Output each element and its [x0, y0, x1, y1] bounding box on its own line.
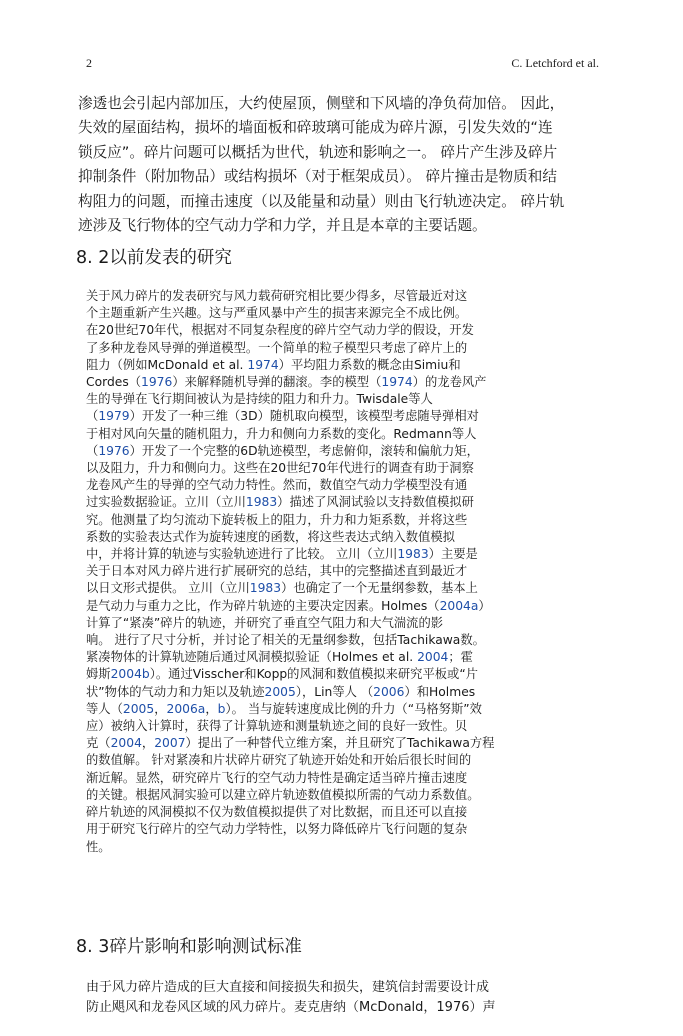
text-line — [86, 735, 646, 752]
citation-link[interactable]: 1976 — [141, 375, 173, 390]
citation-link[interactable]: b — [217, 701, 226, 716]
text-line — [86, 512, 646, 529]
citation-link[interactable]: 1983 — [245, 495, 278, 510]
citation-link[interactable]: 2004 — [417, 650, 449, 665]
text-segment: ），Lin等人 （ — [295, 684, 374, 699]
citation-link[interactable]: 2006a — [166, 701, 206, 716]
text-segment: 究。他测量了均匀流动下旋转板上的阻力，升力和力矩系数，并将这些 — [86, 512, 468, 527]
text-line — [86, 494, 646, 511]
citation-link[interactable]: 1983 — [249, 581, 282, 596]
citation-link[interactable]: 2004 — [110, 736, 142, 751]
text-segment: ）提出了一种替代立维方案，并且研究了Tachikawa方程 — [185, 736, 495, 751]
text-line: 防止飓风和龙卷风区域的风力碎片。麦克唐纳（McDonald，1976）声 — [86, 1000, 496, 1015]
citation-link[interactable]: 2004a — [439, 598, 479, 613]
citation-link[interactable]: 1974 — [381, 375, 413, 390]
text-segment: 渐近解。显然，研究碎片飞行的空气动力特性是确定适当碎片撞击速度 — [86, 770, 468, 785]
text-line — [86, 718, 646, 735]
text-segment: 过实验数据验证。立川（立川 — [86, 495, 246, 510]
text-line — [86, 770, 646, 787]
text-segment: 计算了“紧凑”碎片的轨迹，并研究了垂直空气阻力和大气湍流的影 — [86, 615, 444, 630]
section-heading-8-3: 8. 3碎片影响和影响测试标准 — [76, 937, 302, 957]
text-line — [86, 340, 646, 357]
citation-link[interactable]: 2004b — [110, 667, 150, 682]
text-line — [86, 357, 646, 374]
text-segment: 应）被纳入计算时，获得了计算轨迹和测量轨迹之间的良好一致性。贝 — [86, 719, 468, 734]
text-segment: ， — [154, 701, 167, 716]
page-header — [86, 56, 599, 74]
text-segment: 关于风力碎片的发表研究与风力载荷研究相比要少得多，尽管最近对这 — [86, 289, 468, 303]
text-segment: 了多种龙卷风导弹的弹道模型。一个简单的粒子模型只考虑了碎片上的 — [86, 340, 468, 355]
text-line: 失效的屋面结构，损坏的墙面板和碎玻璃可能成为碎片源，引发失效的“连 — [78, 119, 553, 137]
text-segment: 龙卷风产生的导弹的空气动力特性。然而，数值空气动力学模型没有通 — [86, 478, 468, 493]
text-line — [86, 288, 646, 305]
text-segment: ）主要是 — [428, 547, 478, 562]
text-segment: 碎片轨迹的风洞模拟不仅为数值模拟提供了对比数据，而且还可以直接 — [86, 805, 468, 820]
text-line — [86, 546, 646, 563]
text-segment: 于相对风向矢量的随机阻力，升力和侧向力系数的变化。Redmann等人 — [86, 426, 477, 441]
text-segment: 以日文形式提供。 立川（立川 — [86, 581, 250, 596]
intro-paragraph — [78, 92, 678, 238]
text-segment: ， — [141, 736, 155, 751]
text-segment: ）开发了一个完整的6D轨迹模型，考虑俯仰，滚转和偏航力矩， — [129, 443, 479, 458]
text-segment: 阻力（例如McDonald et al. — [86, 357, 248, 372]
text-line — [86, 701, 646, 718]
text-segment: ）。通过Visscher和Kopp的风洞和数值模拟来研究平板或“片 — [149, 667, 479, 682]
text-segment: 状”物体的气动力和力矩以及轨迹 — [86, 684, 265, 699]
text-segment: 的关键。根据风洞实验可以建立碎片轨迹数值模拟所需的气动力系数值。 — [86, 787, 480, 802]
citation-link[interactable]: 2007 — [154, 736, 186, 751]
citation-link[interactable]: 2005 — [122, 701, 155, 716]
text-line — [86, 322, 646, 339]
text-segment: ）平均阻力系数的概念由Simiu和 — [278, 357, 461, 372]
text-line — [86, 460, 646, 477]
citation-link[interactable]: 1983 — [397, 547, 429, 562]
text-line — [86, 804, 646, 821]
text-line: 渗透也会引起内部加压，大约使屋顶，侧壁和下风墙的净负荷加倍。 因此， — [78, 95, 565, 112]
text-segment: ） — [478, 598, 491, 613]
citation-link[interactable]: 1976 — [98, 443, 130, 458]
text-segment: ）也确定了一个无量纲参数，基本上 — [281, 581, 478, 596]
text-segment: 姆斯 — [86, 667, 111, 682]
text-line — [86, 787, 646, 804]
text-segment: Cordes（ — [86, 375, 142, 390]
text-segment: 响。 进行了尺寸分析，并讨论了相关的无量纲参数，包括Tachikawa数。 — [86, 633, 485, 648]
text-line — [86, 666, 646, 683]
text-segment: ）的龙卷风产 — [412, 375, 487, 390]
page-number: 2 — [86, 56, 92, 70]
text-line — [86, 649, 646, 666]
citation-link[interactable]: 2005 — [264, 684, 296, 699]
running-head: C. Letchford et al. — [511, 56, 599, 70]
text-segment: 性。 — [86, 839, 111, 854]
text-segment: ）和Holmes — [404, 684, 476, 699]
text-segment: 是气动力与重力之比，作为碎片轨迹的主要决定因素。Holmes（ — [86, 598, 440, 613]
text-segment: 生的导弹在飞行期间被认为是持续的阻力和升力。Twisdale等人 — [86, 392, 433, 407]
text-line — [86, 632, 646, 649]
text-segment: 系数的实验表达式作为旋转速度的函数，将这些表达式纳入数值模拟 — [86, 529, 455, 544]
text-line — [86, 408, 646, 425]
text-line: 构阻力的问题，而撞击速度（以及能量和动量）则由飞行轨迹决定。 碎片轨 — [78, 192, 565, 210]
text-line — [86, 374, 646, 391]
text-line — [86, 529, 646, 546]
text-line — [86, 391, 646, 408]
text-line — [86, 684, 646, 701]
text-line — [86, 580, 646, 597]
text-segment: （ — [86, 409, 99, 424]
text-line — [86, 615, 646, 632]
text-segment: 以及阻力，升力和侧向力。这些在20世纪70年代进行的调查有助于洞察 — [86, 461, 474, 476]
text-segment: ）描述了风洞试验以支持数值模拟研 — [277, 495, 474, 510]
text-segment: 在20世纪70年代，根据对不同复杂程度的碎片空气动力学的假设，开发 — [86, 323, 474, 338]
citation-link[interactable]: 1974 — [247, 357, 279, 372]
text-segment: ）来解释随机导弹的翻滚。李的模型（ — [172, 375, 382, 390]
text-segment: （ — [86, 443, 99, 458]
text-line: 由于风力碎片造成的巨大直接和间接损失和损失，建筑信封需要设计成 — [86, 980, 490, 995]
citation-link[interactable]: 2006 — [373, 684, 405, 699]
text-line — [86, 305, 646, 322]
text-line — [86, 443, 646, 460]
section-8-2-paragraph — [86, 288, 646, 856]
text-segment: 等人（ — [86, 701, 123, 716]
text-segment: 紧凑物体的计算轨迹随后通过风洞模拟验证（Holmes et al. — [86, 650, 418, 665]
text-line: 迹涉及飞行物体的空气动力学和力学，并且是本章的主要话题。 — [78, 217, 487, 235]
text-line — [86, 563, 646, 580]
text-segment: 的数值解。 针对紧凑和片状碎片研究了轨迹开始处和开始后很长时间的 — [86, 753, 472, 768]
text-segment: 个主题重新产生兴趣。这与严重风暴中产生的损害来源完全不成比例。 — [86, 306, 468, 321]
text-segment: ）。 当与旋转速度成比例的升力（“马格努斯”效 — [225, 701, 482, 716]
text-line — [86, 477, 646, 494]
text-line — [86, 598, 646, 615]
section-heading-8-2: 8. 2以前发表的研究 — [76, 248, 232, 268]
text-segment: 用于研究飞行碎片的空气动力学特性，以努力降低碎片飞行问题的复杂 — [86, 822, 468, 837]
text-line: 锁反应”。碎片问题可以概括为世代，轨迹和影响之一。 碎片产生涉及碎片 — [78, 143, 558, 161]
section-8-3-paragraph — [86, 978, 646, 1018]
text-segment: 克（ — [86, 736, 111, 751]
text-line: 抑制条件（附加物品）或结构损坏（对于框架成员）。 碎片撞击是物质和结 — [78, 168, 557, 186]
text-line — [86, 839, 646, 856]
text-segment: 关于日本对风力碎片进行扩展研究的总结，其中的完整描述直到最近才 — [86, 564, 468, 579]
text-segment: 中，并将计算的轨迹与实验轨迹进行了比较。 立川（立川 — [86, 547, 398, 562]
text-segment: ）开发了一种三维（3D）随机取向模型，该模型考虑随导弹相对 — [129, 409, 479, 424]
citation-link[interactable]: 1979 — [98, 409, 130, 424]
text-line — [86, 821, 646, 838]
text-line — [86, 426, 646, 443]
text-segment: ， — [205, 701, 218, 716]
text-line — [86, 752, 646, 769]
text-segment: ；霍 — [448, 650, 473, 665]
